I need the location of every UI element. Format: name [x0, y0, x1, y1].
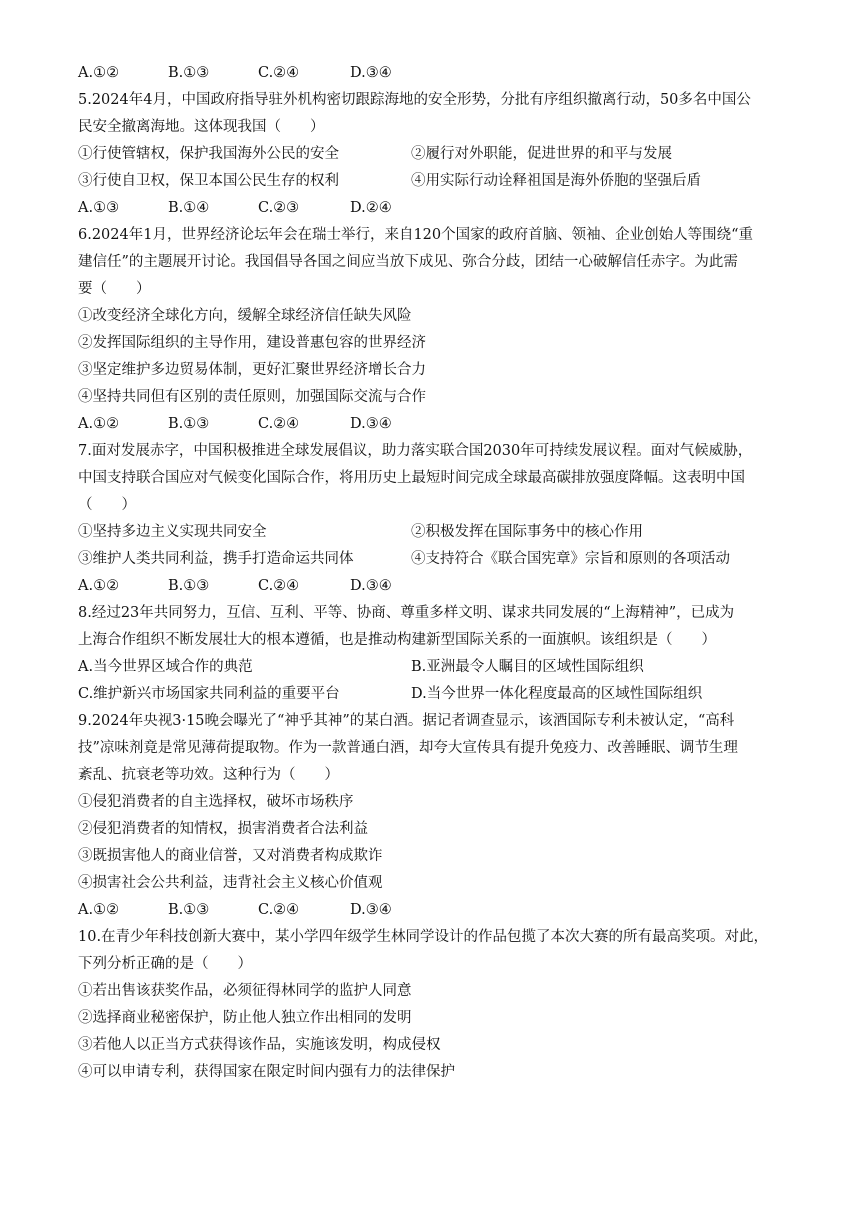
option-c: C.②④ — [258, 902, 300, 918]
question-8-stem-line: 8.经过23年共同努力，互信、互利、平等、协商、尊重多样文明、谋求共同发展的“上海精神”，已成为 — [78, 605, 735, 621]
question-9-item-2: ②侵犯消费者的知情权，损害消费者合法利益 — [78, 821, 368, 837]
question-9-stem-line: 技”凉味剂竟是常见薄荷提取物。作为一款普通白酒，却夸大宣传具有提升免疫力、改善睡眠、调节生理 — [78, 740, 738, 756]
question-5-items-row — [78, 144, 798, 164]
question-10-item-3: ③若他人以正当方式获得该作品，实施该发明，构成侵权 — [78, 1037, 441, 1053]
question-9-item-1: ①侵犯消费者的自主选择权，破坏市场秩序 — [78, 794, 354, 810]
option-a: A.①② — [78, 416, 120, 432]
question-7-item-2: ②积极发挥在国际事务中的核心作用 — [411, 524, 643, 540]
question-5-items-row — [78, 171, 798, 191]
question-9-item-4: ④损害社会公共利益，违背社会主义核心价值观 — [78, 875, 383, 891]
question-6-stem-line: 建信任”的主题展开讨论。我国倡导各国之间应当放下成见、弥合分歧，团结一心破解信任赤字。为此需 — [78, 254, 738, 270]
option-a: A.①② — [78, 65, 120, 81]
option-b: B.①③ — [168, 416, 210, 432]
question-5-item-4: ④用实际行动诠释祖国是海外侨胞的坚强后盾 — [411, 173, 701, 189]
question-5-stem-line: 民安全撤离海地。这体现我国（ ） — [78, 119, 325, 135]
question-6-item-1: ①改变经济全球化方向，缓解全球经济信任缺失风险 — [78, 308, 412, 324]
option-b: B.①④ — [168, 200, 210, 216]
option-d: D.②④ — [350, 200, 392, 216]
option-c: C.维护新兴市场国家共同利益的重要平台 — [78, 686, 340, 702]
question-6-item-3: ③坚定维护多边贸易体制，更好汇聚世界经济增长合力 — [78, 362, 426, 378]
option-d: D.③④ — [350, 416, 392, 432]
option-a: A.①② — [78, 578, 120, 594]
option-c: C.②④ — [258, 65, 300, 81]
question-7-items-row — [78, 549, 798, 569]
question-7-item-3: ③维护人类共同利益，携手打造命运共同体 — [78, 551, 354, 567]
option-c: C.②③ — [258, 200, 300, 216]
question-6-item-4: ④坚持共同但有区别的责任原则，加强国际交流与合作 — [78, 389, 426, 405]
question-7-item-4: ④支持符合《联合国宪章》宗旨和原则的各项活动 — [411, 551, 730, 567]
option-b: B.①③ — [168, 65, 210, 81]
option-d: D.当今世界一体化程度最高的区域性国际组织 — [411, 686, 703, 702]
question-10-item-2: ②选择商业秘密保护，防止他人独立作出相同的发明 — [78, 1010, 412, 1026]
question-7-stem-line: 7.面对发展赤字，中国积极推进全球发展倡议，助力落实联合国2030年可持续发展议程。面对气候威胁， — [78, 443, 753, 459]
question-7-stem-line: 中国支持联合国应对气候变化国际合作，将用历史上最短时间完成全球最高碳排放强度降幅。这表明中国 — [78, 470, 745, 486]
question-10-item-4: ④可以申请专利，获得国家在限定时间内强有力的法律保护 — [78, 1064, 455, 1080]
option-a: A.①③ — [78, 200, 120, 216]
option-b: B.①③ — [168, 902, 210, 918]
option-d: D.③④ — [350, 902, 392, 918]
question-5-item-1: ①行使管辖权，保护我国海外公民的安全 — [78, 146, 339, 162]
option-a: A.①② — [78, 902, 120, 918]
option-d: D.③④ — [350, 65, 392, 81]
question-10-stem-line: 下列分析正确的是（ ） — [78, 956, 252, 972]
option-c: C.②④ — [258, 416, 300, 432]
option-d: D.③④ — [350, 578, 392, 594]
question-5-item-3: ③行使自卫权，保卫本国公民生存的权利 — [78, 173, 339, 189]
question-7-item-1: ①坚持多边主义实现共同安全 — [78, 524, 267, 540]
question-5-item-2: ②履行对外职能，促进世界的和平与发展 — [411, 146, 672, 162]
question-9-stem-line: 紊乱、抗衰老等功效。这种行为（ ） — [78, 767, 339, 783]
option-a: A.当今世界区域合作的典范 — [78, 659, 253, 675]
question-9-item-3: ③既损害他人的商业信誉，又对消费者构成欺诈 — [78, 848, 383, 864]
question-7-stem-line: （ ） — [78, 497, 136, 513]
question-9-stem-line: 9.2024年央视3·15晚会曝光了“神乎其神”的某白酒。据记者调查显示，该酒国际专利未被认定，“高科 — [78, 713, 735, 729]
question-6-item-2: ②发挥国际组织的主导作用，建设普惠包容的世界经济 — [78, 335, 426, 351]
question-5-stem-line: 5.2024年4月，中国政府指导驻外机构密切跟踪海地的安全形势，分批有序组织撤离行动，50多名中国公 — [78, 92, 751, 108]
question-7-items-row — [78, 522, 798, 542]
question-8-options-row — [78, 684, 798, 704]
question-8-stem-line: 上海合作组织不断发展壮大的根本遵循，也是推动构建新型国际关系的一面旗帜。该组织是（ ） — [78, 632, 716, 648]
option-b: B.亚洲最令人瞩目的区域性国际组织 — [411, 659, 644, 675]
question-10-stem-line: 10.在青少年科技创新大赛中，某小学四年级学生林同学设计的作品包揽了本次大赛的所有最高奖项。对此， — [78, 929, 769, 945]
question-10-item-1: ①若出售该获奖作品，必须征得林同学的监护人同意 — [78, 983, 412, 999]
question-6-stem-line: 要（ ） — [78, 281, 151, 297]
option-c: C.②④ — [258, 578, 300, 594]
question-6-stem-line: 6.2024年1月，世界经济论坛年会在瑞士举行，来自120个国家的政府首脑、领袖、企业创始人等围绕“重 — [78, 227, 754, 243]
question-8-options-row — [78, 657, 798, 677]
option-b: B.①③ — [168, 578, 210, 594]
